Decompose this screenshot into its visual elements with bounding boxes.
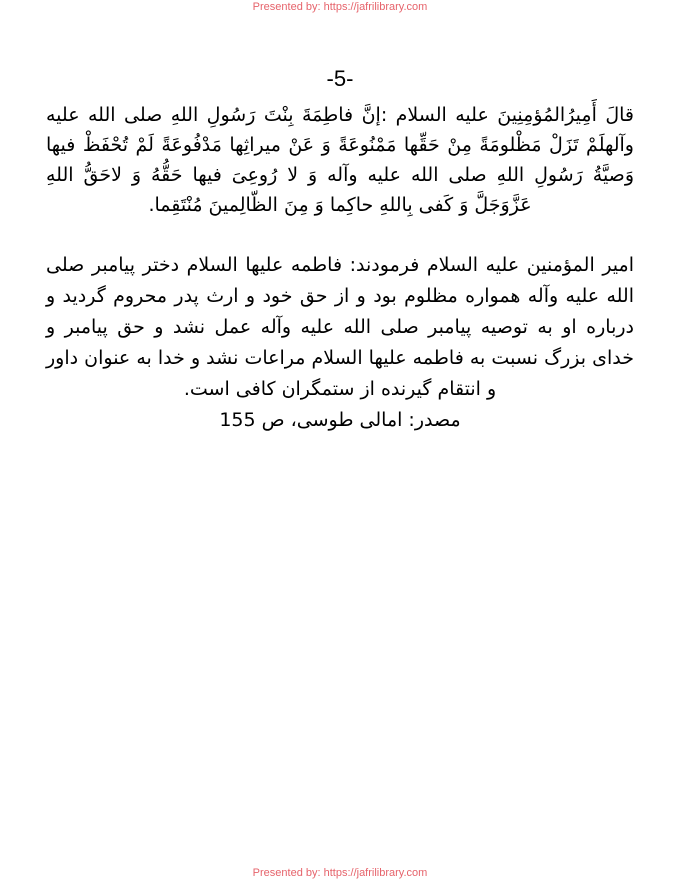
source-citation: مصدر: امالی طوسی، ص 155 (219, 409, 461, 431)
footer-presented-by-link[interactable]: Presented by: https://jafrilibrary.com (252, 867, 428, 879)
persian-translation-text: امير المؤمنين عليه السلام فرمودند: فاطمه عليها السلام دختر پيامبر صلى الله عليه وآله همواره مظلوم بود و از حق خود و ارث پدر محروم گرديد و درباره او به توصيه پيامبر صلى الله عليه وآله عمل نشد و حق پيامبر و خداى بزرگ نسبت به فاطمه عليها السلام مراعات نشد و خدا به عنوان داور و انتقام گيرنده از ستمگران كافى است. (46, 254, 634, 400)
header-presented-by-link[interactable]: Presented by: https://jafrilibrary.com (252, 1, 428, 13)
page-number: -5- (326, 66, 354, 91)
arabic-hadith-text: قالَ أَمِيرُالمُؤمِنِينَ عليه السلام :إنَّ فاطِمَةَ بِنْتَ رَسُولِ اللهِ صلى الله عليه وآلهلَمْ تَزَلْ مَظْلومَةً مِنْ حَقِّها مَمْنُوعَةً وَ عَنْ ميراثِها مَدْفُوعَةً لَمْ تُحْفَظْ فيها وَصيَّةُ رَسُولِ اللهِ صلى الله عليه وآله وَ لا رُوعِىَ فيها حَقُّهُ وَ لاحَقُّ اللهِ عَزَّوَجَلَّ وَ كَفى بِاللهِ حاكِما وَ مِنَ الظّالِمينَ مُنْتَقِما. (46, 104, 634, 216)
page-content (46, 100, 634, 436)
